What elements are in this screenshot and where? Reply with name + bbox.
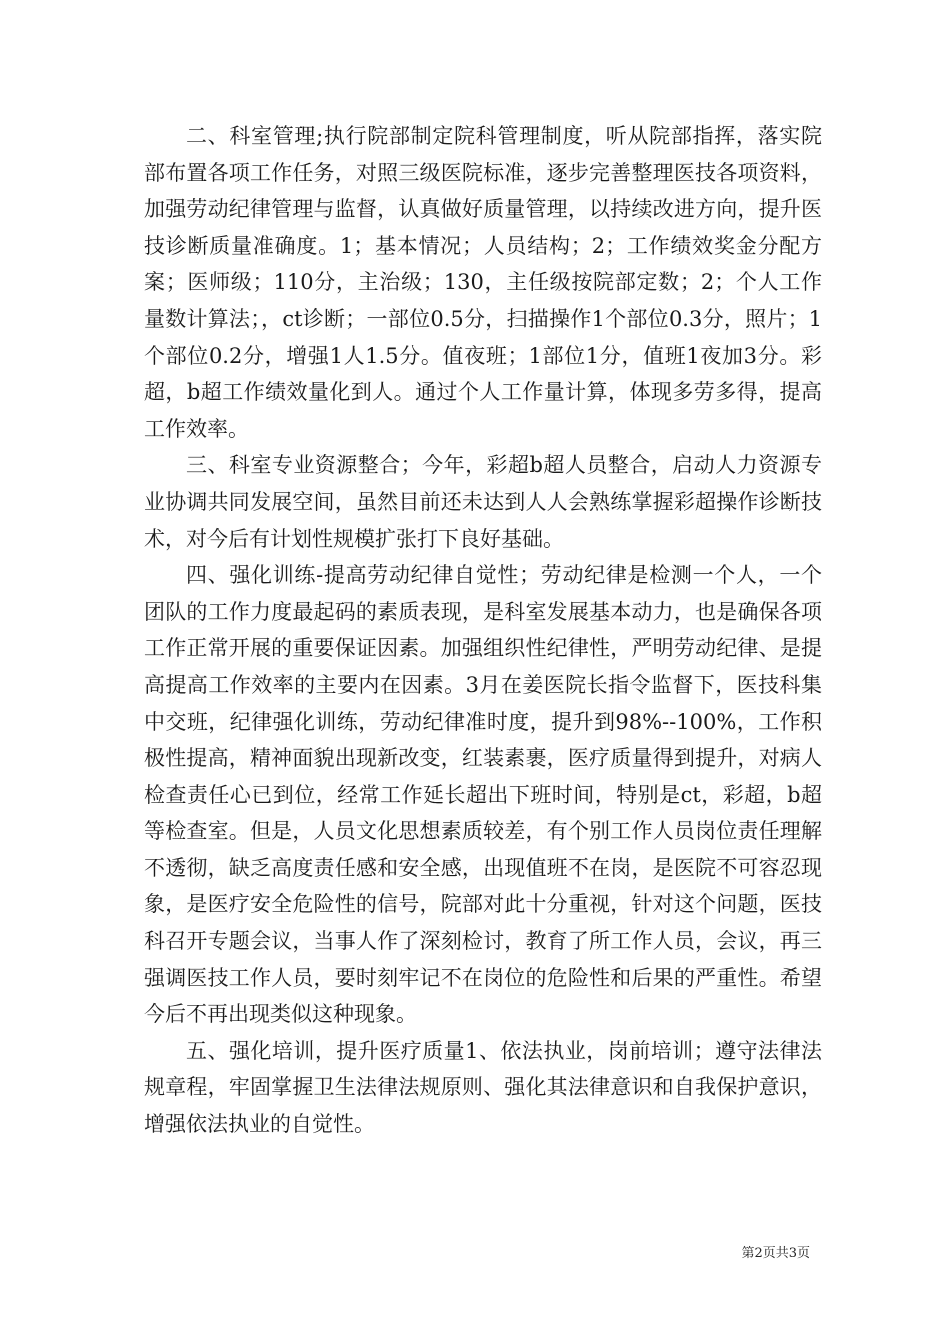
paragraph-discipline-training: 四、强化训练-提高劳动纪律自觉性；劳动纪律是检测一个人，一个团队的工作力度最起码的素质表现，是科室发展基本动力，也是确保各项工作正常开展的重要保证因素。加强组织性纪律性，严明劳动纪律、是提高提高工作效率的主要内在因素。3月在姜医院长指令监督下，医技科集中交班，纪律强化训练，劳动纪律准时度，提升到98%--100%，工作积极性提高，精神面貌出现新改变，红装素裹，医疗质量得到提升，对病人检查责任心已到位，经常工作延长超出下班时间，特别是ct，彩超，b超等检查室。但是，人员文化思想素质较差，有个别工作人员岗位责任理解不透彻，缺乏高度责任感和安全感，出现值班不在岗，是医院不可容忍现象，是医疗安全危险性的信号，院部对此十分重视，针对这个问题，医技科召开专题会议，当事人作了深刻检讨，教育了所工作人员，会议，再三强调医技工作人员，要时刻牢记不在岗位的危险性和后果的严重性。希望今后不再出现类似这种现象。 — [144, 563, 822, 1027]
paragraph-department-management: 二、科室管理;执行院部制定院科管理制度，听从院部指挥，落实院部布置各项工作任务，对照三级医院标准，逐步完善整理医技各项资料，加强劳动纪律管理与监督，认真做好质量管理，以持续改进方向，提升医技诊断质量准确度。1；基本情况；人员结构；2；工作绩效奖金分配方案；医师级；110分，主治级；130，主任级按院部定数；2；个人工作量数计算法；，ct诊断；一部位0.5分，扫描操作1个部位0.3分，照片；1个部位0.2分，增强1人1.5分。值夜班；1部位1分，值班1夜加3分。彩超，b超工作绩效量化到人。通过个人工作量计算，体现多劳多得，提高工作效率。 — [144, 124, 822, 441]
paragraph-strengthen-training: 五、强化培训，提升医疗质量1、依法执业，岗前培训；遵守法律法规章程，牢固掌握卫生法律法规原则、强化其法律意识和自我保护意识，增强依法执业的自觉性。 — [144, 1038, 822, 1137]
page-number-footer: 第2页共3页 — [741, 1246, 810, 1261]
document-body — [144, 118, 822, 1143]
paragraph-resource-integration: 三、科室专业资源整合；今年，彩超b超人员整合，启动人力资源专业协调共同发展空间，虽然目前还未达到人人会熟练掌握彩超操作诊断技术，对今后有计划性规模扩张打下良好基础。 — [144, 453, 822, 551]
